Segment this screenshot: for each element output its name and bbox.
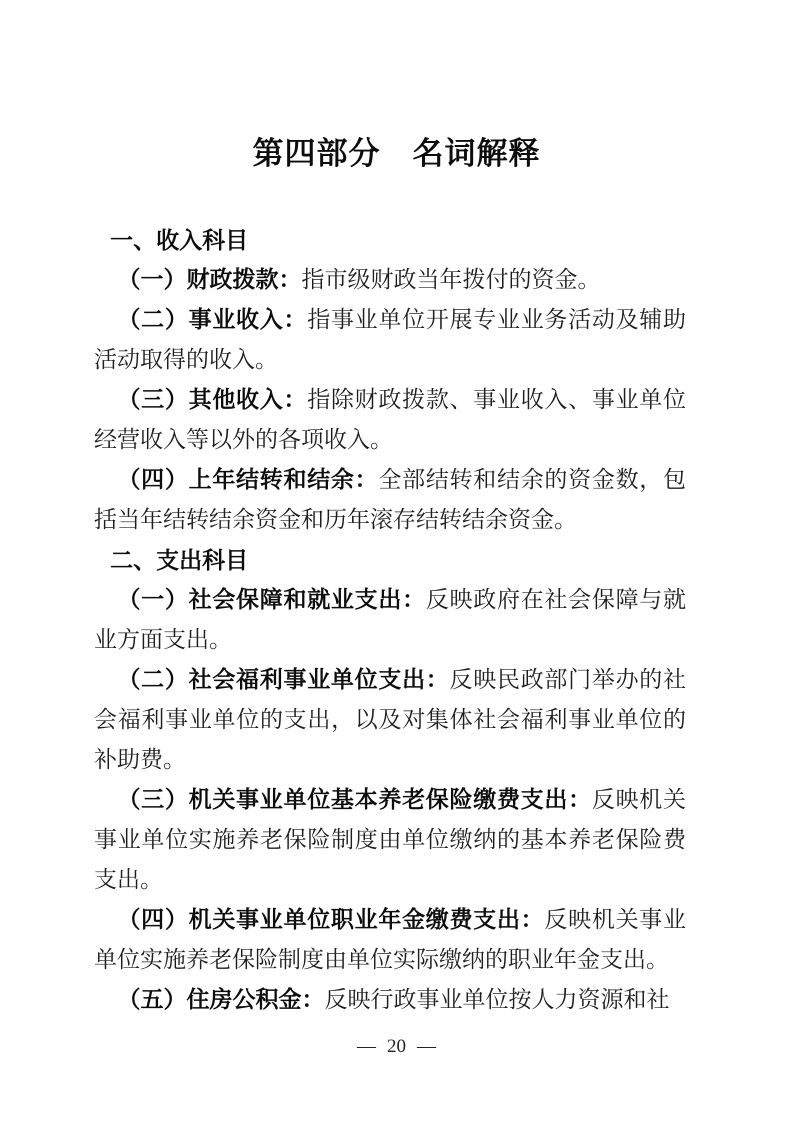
term-definition: 指市级财政当年拨付的资金。 — [301, 267, 601, 292]
term-label: （四）上年结转和结余： — [117, 467, 379, 492]
term-definition: 反映政府在社会保障与就业方面支出。 — [94, 587, 687, 652]
term-definition: 反映行政事业单位按人力资源和社 — [324, 987, 670, 1012]
page-title: 第四部分 名词解释 — [252, 136, 541, 171]
term-label: （一）社会保障和就业支出： — [117, 587, 426, 612]
term-label: （一）财政拨款： — [117, 267, 302, 292]
term-label: （二）社会福利事业单位支出： — [117, 667, 450, 692]
term-paragraph — [94, 980, 686, 1020]
page-footer — [0, 1036, 793, 1058]
page-number: 20 — [387, 1036, 406, 1057]
section-heading-expenditure: 二、支出科目 — [110, 547, 249, 573]
term-paragraph — [94, 300, 686, 380]
term-paragraph — [94, 380, 686, 460]
term-label: （二）事业收入： — [117, 307, 308, 332]
term-definition: 反映机关事业单位实施养老保险制度由单位实际缴纳的职业年金支出。 — [94, 907, 687, 972]
term-definition: 反映机关事业单位实施养老保险制度由单位缴纳的基本养老保险费支出。 — [94, 787, 687, 892]
footer-dash-right: — — [417, 1036, 436, 1057]
section-heading-income: 一、收入科目 — [110, 227, 249, 253]
term-paragraph — [94, 660, 686, 780]
term-paragraph — [94, 580, 686, 660]
term-definition: 指事业单位开展专业业务活动及辅助活动取得的收入。 — [94, 307, 687, 372]
term-definition: 反映民政部门举办的社会福利事业单位的支出，以及对集体社会福利事业单位的补助费。 — [94, 667, 687, 772]
term-label: （三）机关事业单位基本养老保险缴费支出： — [117, 787, 592, 812]
term-definition: 指除财政拨款、事业收入、事业单位经营收入等以外的各项收入。 — [94, 387, 687, 452]
term-paragraph — [94, 780, 686, 900]
document-body — [94, 220, 686, 1020]
term-label: （四）机关事业单位职业年金缴费支出： — [117, 907, 545, 932]
term-label: （三）其他收入： — [117, 387, 308, 412]
term-paragraph — [94, 460, 686, 540]
term-paragraph — [94, 900, 686, 980]
term-paragraph — [94, 260, 686, 300]
term-definition: 全部结转和结余的资金数，包括当年结转结余资金和历年滚存结转结余资金。 — [94, 467, 687, 532]
footer-dash-left: — — [357, 1036, 376, 1057]
term-label: （五）住房公积金： — [117, 987, 325, 1012]
